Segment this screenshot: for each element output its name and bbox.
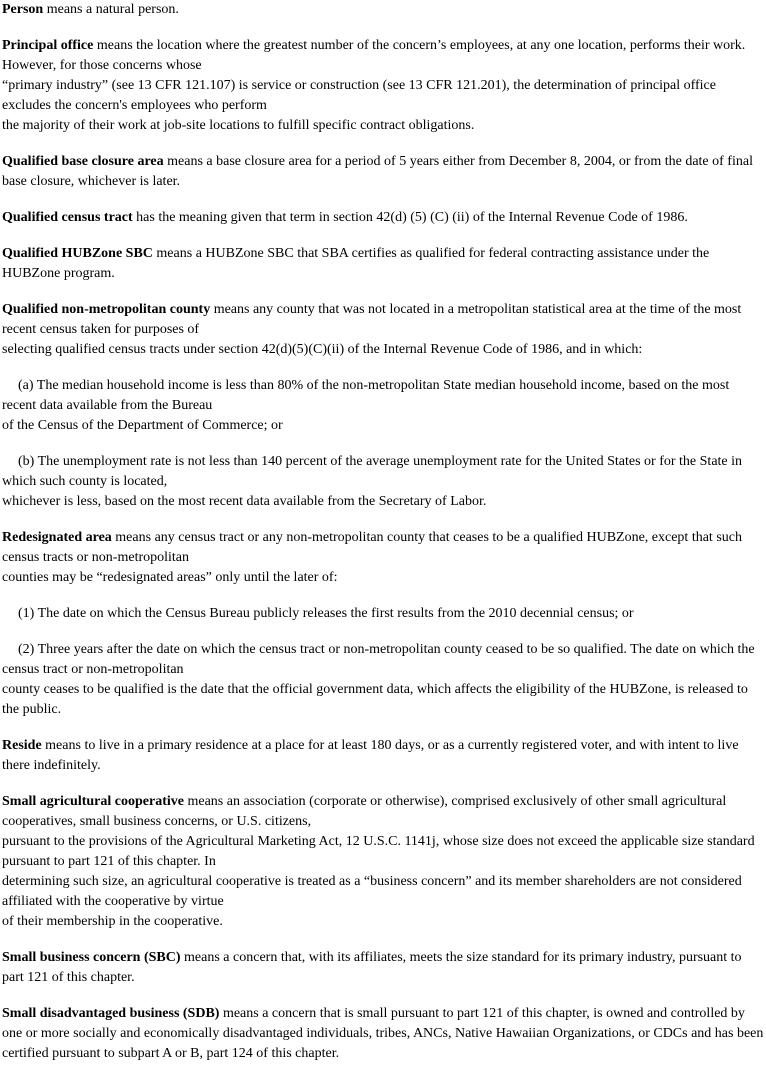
definition-paragraph — [2, 36, 764, 136]
defined-term: Principal office — [2, 38, 94, 53]
definition-text: (b) The unemployment rate is not less than 140 percent of the average unemployment rate for the United States or for the State in which such county is located, — [2, 454, 743, 489]
defined-term: Qualified non-metropolitan county — [2, 302, 211, 317]
definition-text: means a natural person. — [43, 2, 179, 17]
defined-term: Qualified HUBZone SBC — [2, 246, 153, 261]
definition-paragraph — [2, 948, 764, 988]
defined-term: Qualified base closure area — [2, 154, 164, 169]
definition-text: means a concern that, with its affiliates, meets the size standard for its primary industry, pursuant to part 121 of this chapter. — [2, 950, 742, 985]
definition-paragraph — [2, 0, 764, 20]
definition-text: means any census tract or any non-metropolitan county that ceases to be a qualified HUBZone, except that such census tracts or non-metropolitan — [2, 530, 742, 565]
definition-text: means to live in a primary residence at a place for at least 180 days, or as a currently registered voter, and with intent to live there indefinitely. — [2, 738, 739, 773]
definition-text: means a HUBZone SBC that SBA certifies as qualified for federal contracting assistance under the HUBZone program. — [2, 246, 710, 281]
definition-text: has the meaning given that term in section 42(d) (5) (C) (ii) of the Internal Revenue Code of 1986. — [132, 210, 688, 225]
defined-term: Qualified census tract — [2, 210, 133, 225]
definition-text: counties may be “redesignated areas” only until the later of: — [2, 570, 338, 585]
definition-text: the majority of their work at job-site locations to fulfill specific contract obligations. — [2, 118, 475, 133]
definition-text: (1) The date on which the Census Bureau publicly releases the first results from the 2010 decennial census; or — [18, 606, 634, 621]
definition-paragraph — [2, 1004, 764, 1064]
definition-text: selecting qualified census tracts under section 42(d)(5)(C)(ii) of the Internal Revenue Code of 1986, and in which: — [2, 342, 643, 357]
definition-subitem — [2, 452, 764, 512]
definition-text: pursuant to the provisions of the Agricultural Marketing Act, 12 U.S.C. 1141j, whose size does not exceed the applicable size standard pursuant to part 121 of this chapter. In — [2, 834, 755, 869]
definition-paragraph — [2, 244, 764, 284]
defined-term: Small disadvantaged business (SDB) — [2, 1006, 220, 1021]
definition-paragraph — [2, 208, 764, 228]
definition-text: of the Census of the Department of Commerce; or — [2, 418, 283, 433]
definition-subitem — [2, 604, 764, 624]
definition-text: (2) Three years after the date on which the census tract or non-metropolitan county ceased to be so qualified. The date on which the census tract or non-metropolitan — [2, 642, 755, 677]
definition-text: means a base closure area for a period of 5 years either from December 8, 2004, or from the date of final base closure, whichever is later. — [2, 154, 753, 189]
definition-text: whichever is less, based on the most recent data available from the Secretary of Labor. — [2, 494, 487, 509]
definition-text: county ceases to be qualified is the date that the official government data, which affects the eligibility of the HUBZone, is released to the public. — [2, 682, 748, 717]
defined-term: Reside — [2, 738, 42, 753]
defined-term: Small business concern (SBC) — [2, 950, 181, 965]
definition-text: means an association (corporate or otherwise), comprised exclusively of other small agricultural cooperatives, small business concerns, or U.S. citizens, — [2, 794, 727, 829]
defined-term: Person — [2, 2, 44, 17]
definition-subitem — [2, 640, 764, 720]
definition-text: means the location where the greatest number of the concern’s employees, at any one location, performs their work. However, for those concerns whose — [2, 38, 746, 73]
definition-subitem — [2, 376, 764, 436]
definition-text: determining such size, an agricultural cooperative is treated as a “business concern” and its member shareholders are not considered affiliated with the cooperative by virtue — [2, 874, 742, 909]
definition-text: of their membership in the cooperative. — [2, 914, 223, 929]
definition-text: “primary industry” (see 13 CFR 121.107) is service or construction (see 13 CFR 121.201), the determination of principal office excludes the concern's employees who perform — [2, 78, 716, 113]
definition-text: (a) The median household income is less than 80% of the non-metropolitan State median household income, based on the most recent data available from the Bureau — [2, 378, 730, 413]
definition-paragraph — [2, 736, 764, 776]
defined-term: Redesignated area — [2, 530, 112, 545]
definition-paragraph — [2, 152, 764, 192]
definition-paragraph — [2, 528, 764, 588]
definition-text: means any county that was not located in a metropolitan statistical area at the time of the most recent census taken for purposes of — [2, 302, 742, 337]
definition-paragraph — [2, 300, 764, 360]
defined-term: Small agricultural cooperative — [2, 794, 184, 809]
definition-paragraph — [2, 792, 764, 932]
definition-text: means a concern that is small pursuant to part 121 of this chapter, is owned and controlled by one or more socially and economically disadvantaged individuals, tribes, ANCs, Native Hawaiian Organizations, or CDCs and has been certified pursuant to subpart A or B, part 124 of this chapter. — [2, 1006, 764, 1061]
